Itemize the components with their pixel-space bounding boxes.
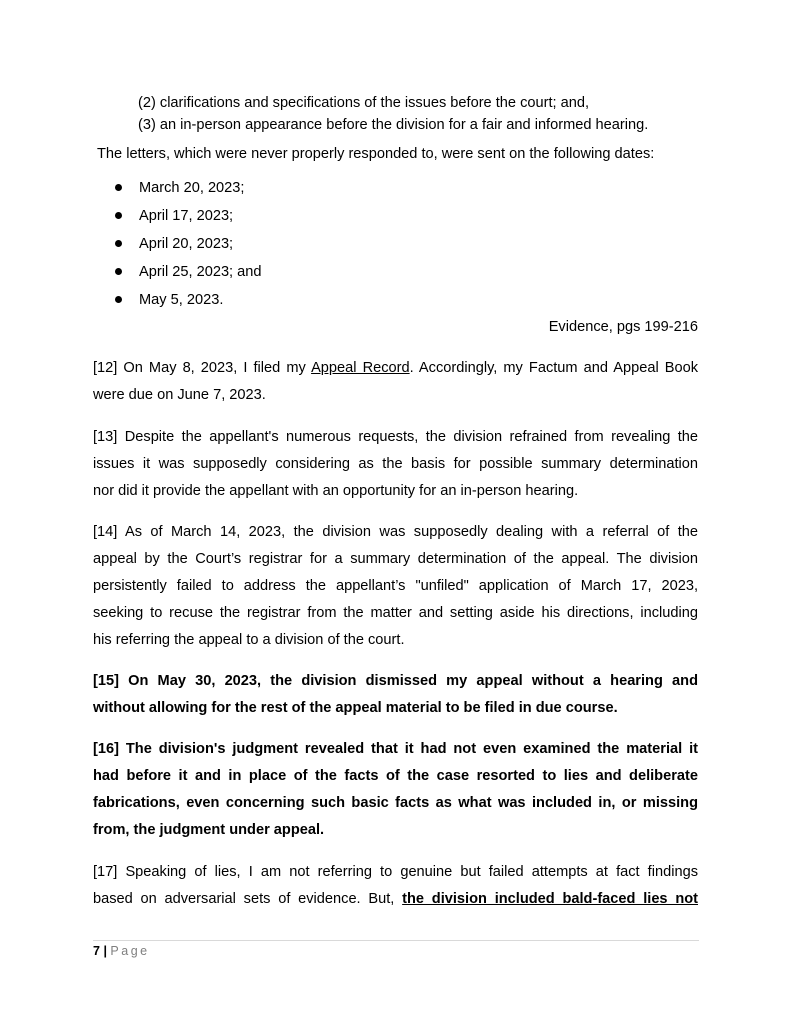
paragraph-13 <box>93 424 698 505</box>
p17-line: [17] Speaking of lies, I am not referring to genuine but failed attempts at fact findings <box>93 864 698 880</box>
appeal-record-link[interactable]: Appeal Record <box>311 360 410 376</box>
date-item: April 17, 2023; <box>139 208 234 224</box>
p16-line: [16] The division's judgment revealed that it had not even examined the material it <box>93 741 698 757</box>
page-footer <box>93 943 150 959</box>
bullet-icon <box>115 240 122 247</box>
p14-line: [14] As of March 14, 2023, the division was supposedly dealing with a referral of the <box>93 524 698 540</box>
p12-text: . Accordingly, my Factum and Appeal Book <box>409 360 699 376</box>
bullet-icon <box>115 296 122 303</box>
p15-line: without allowing for the rest of the appeal material to be filed in due course. <box>93 700 618 716</box>
p16-line: had before it and in place of the facts of the case resorted to lies and deliberate <box>93 768 698 784</box>
p12-text: [12] On May 8, 2023, I filed my <box>93 360 312 376</box>
bullet-icon <box>115 212 122 219</box>
date-item: April 25, 2023; and <box>139 264 262 280</box>
date-item: April 20, 2023; <box>139 236 234 252</box>
date-item: May 5, 2023. <box>139 292 224 308</box>
p17-emphasis: the division included bald-faced lies not <box>402 891 699 907</box>
paragraph-14 <box>93 519 698 654</box>
paragraph-15 <box>93 668 698 722</box>
p14-line: persistently failed to address the appellant’s "unfiled" application of March 17, 2023, <box>93 578 698 594</box>
page-label: Page <box>110 944 150 958</box>
numbered-item-2: (2) clarifications and specifications of the issues before the court; and, <box>138 95 590 111</box>
p15-line: [15] On May 30, 2023, the division dismissed my appeal without a hearing and <box>93 673 698 689</box>
footer-divider <box>93 940 699 941</box>
numbered-item-3: (3) an in-person appearance before the division for a fair and informed hearing. <box>138 117 649 133</box>
bullet-icon <box>115 268 122 275</box>
bullet-icon <box>115 184 122 191</box>
p14-line: seeking to recuse the registrar from the matter and setting aside his directions, including <box>93 605 698 621</box>
paragraph-17 <box>93 859 698 913</box>
p13-line: nor did it provide the appellant with an opportunity for an in-person hearing. <box>93 483 579 499</box>
evidence-reference: Evidence, pgs 199-216 <box>548 319 698 335</box>
letters-intro: The letters, which were never properly responded to, were sent on the following dates: <box>97 146 655 162</box>
p16-line: fabrications, even concerning such basic facts as what was included in, or missing <box>93 795 698 811</box>
p14-line: appeal by the Court’s registrar for a summary determination of the appeal. The division <box>93 551 698 567</box>
p16-line: from, the judgment under appeal. <box>93 822 325 838</box>
paragraph-16 <box>93 736 698 844</box>
date-item: March 20, 2023; <box>139 180 245 196</box>
p13-line: [13] Despite the appellant's numerous requests, the division refrained from revealing the <box>93 429 698 445</box>
page-number: 7 <box>93 944 100 958</box>
p12-line: were due on June 7, 2023. <box>93 387 266 403</box>
p17-text: based on adversarial sets of evidence. But, <box>93 891 403 907</box>
p14-line: his referring the appeal to a division of the court. <box>93 632 405 648</box>
paragraph-12 <box>93 355 698 409</box>
footer-separator: | <box>103 944 107 958</box>
p13-line: issues it was supposedly considering as the basis for possible summary determination <box>93 456 698 472</box>
